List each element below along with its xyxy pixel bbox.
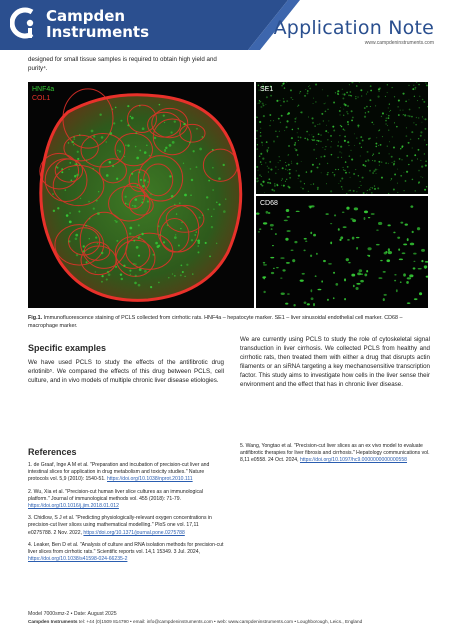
se1-stain-image (256, 82, 428, 194)
reference-item-1: 1. de Graaf, Inge A M et al. "Preparation and incubation of precision-cut liver and intestinal slices for application in drug metabolism and toxicity studies." Nature protocols vol. 5,9 (2010): 1540-51. https://doi.org/10.1038/nprot.2010.111 (28, 462, 210, 483)
figure-panel-cd68 (256, 196, 428, 308)
current-research-paragraph: We are currently using PCLS to study the role of cytoskeletal signal transduction in liver cirrhosis. We collected PCLS from healthy and cirrhotic rats, then treated them with either a drug that disrupts actin filaments or an siRNA targeting a key mechanosensitive transcription factor. This study aims to investigate how cells in the liver sense their environment and the effect that has in chronic liver disease. (240, 336, 430, 388)
figure-panel-se1 (256, 82, 428, 194)
specific-examples-paragraph: We have used PCLS to study the effects of the antifibrotic drug erlotinib⁵. We compared the effects of this drug between PCLS, cell culture, and in vivo models of multiple chronic liver disease etiologies. (28, 359, 224, 384)
references-list-right (240, 443, 432, 470)
header-website[interactable]: www.campdeninstruments.com (364, 40, 434, 46)
page-footer (28, 611, 432, 624)
company-name-line1: Campden (46, 7, 126, 25)
footer-company: Campden Instruments (28, 619, 78, 624)
specific-examples-heading: Specific examples (28, 343, 107, 353)
footer-model-date: Model 7000smz-2 • Date: August 2025 (28, 611, 117, 617)
company-logo[interactable] (10, 6, 200, 46)
reference-link-5[interactable]: https://doi.org/10.1097/hc9.0000000000000558 (299, 457, 408, 464)
reference-item-5: 5. Wang, Yongtao et al. "Precision-cut liver slices as an ex vivo model to evaluate antifibrotic therapies for liver fibrosis and cirrhosis." Hepatology communications vol. 8,11 e0558. 24 Oct. 2024, https://doi.org/10.1097/hc9.0000000000000558 (240, 443, 430, 464)
reference-item-4: 4. Leaker, Ben D et al. "Analysis of culture and RNA isolation methods for precision-cut liver slices from cirrhotic rats." Scientific reports vol. 14,1 15349. 3 Jul. 2024, https://doi.org/10.1038/s41598-024-66235-2 (28, 541, 224, 563)
figure-panel-hnf4a-col1 (28, 82, 254, 308)
specific-examples-section (28, 343, 224, 385)
right-column (240, 335, 430, 389)
header-band (0, 0, 456, 50)
label-cd68: CD68 (260, 200, 278, 207)
label-se1: SE1 (260, 86, 274, 93)
tissue-slice-image (28, 82, 254, 308)
footer-contact-details[interactable]: tel: +44 (0)1509 814790 • email: info@campdeninstruments.com • web: www.campdeninstruments.com • Loughborough, Leics., England (77, 619, 363, 624)
label-hnf4a: HNF4a (32, 86, 55, 93)
reference-link-2[interactable]: https://doi.org/10.1016/j.jim.2018.01.012 (28, 503, 119, 510)
caption-text: Immunofluorescence staining of PCLS collected from cirrhotic rats. HNF4a – hepatocyte marker. SE1 – liver sinusoidal endothelial cell marker. CD68 – macrophage marker. (28, 315, 403, 329)
campden-logo-icon (10, 6, 40, 40)
document-type-title: Application Note (273, 17, 434, 39)
company-name (46, 8, 149, 40)
references-heading: References (28, 447, 77, 457)
figure-caption (28, 314, 430, 330)
caption-label: Fig.1. (28, 315, 43, 321)
label-col1: COL1 (32, 95, 51, 102)
company-name-line2: Instruments (46, 23, 150, 41)
reference-link-1[interactable]: https://doi.org/10.1038/nprot.2010.111 (107, 476, 193, 483)
footer-contact (28, 619, 432, 624)
reference-link-4[interactable]: https://doi.org/10.1038/s41598-024-66235-2 (28, 556, 128, 563)
reference-item-2: 2. Wu, Xia et al. "Precision-cut human liver slice cultures as an immunological platform." Journal of immunological methods vol. 455 (2018): 71-79. https://doi.org/10.1016/j.jim.2018.01.012 (28, 488, 203, 510)
references-list-left (28, 462, 224, 568)
intro-paragraph: designed for small tissue samples is required to obtain high yield and purity⁴. (28, 56, 217, 72)
reference-link-3[interactable]: https://doi.org/10.1371/journal.pone.0275788 (83, 529, 185, 536)
reference-item-3: 3. Chidlow, S J et al. "Predicting physiologically-relevant oxygen concentrations in precision-cut liver slices using mathematical modelling." PloS one vol. 17,11 e0275788. 2 Nov. 2022, https://doi.org/10.1371/journal.pone.0275788 (28, 515, 212, 536)
cd68-stain-image (256, 196, 428, 308)
figure-1 (28, 82, 428, 308)
